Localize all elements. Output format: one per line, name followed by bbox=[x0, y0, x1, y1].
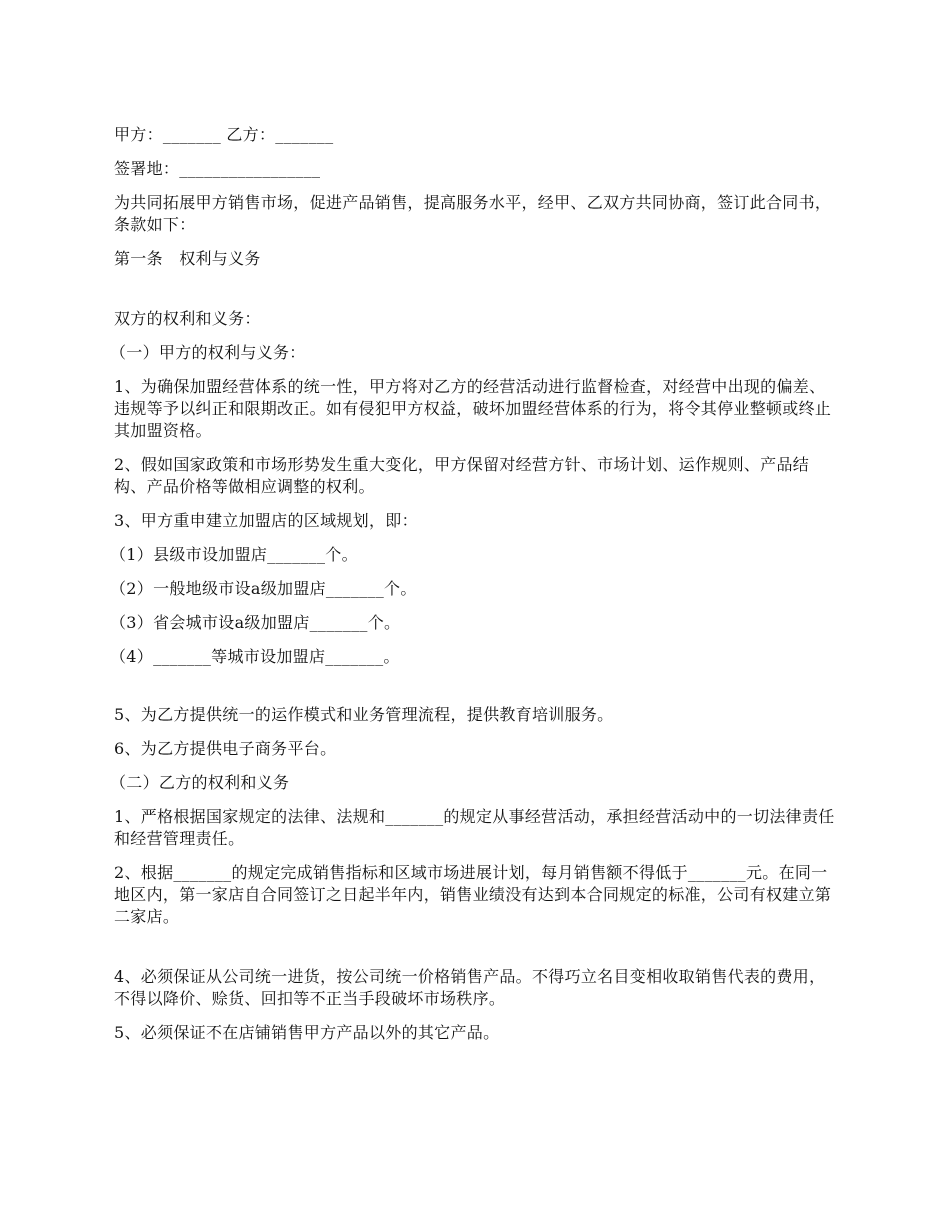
party-a-item-6: 6、为乙方提供电子商务平台。 bbox=[114, 739, 337, 758]
party-a-item-1: 1、为确保加盟经营体系的统一性，甲方将对乙方的经营活动进行监督检查，对经营中出现的偏差、违规等予以纠正和限期改正。如有侵犯甲方权益，破坏加盟经营体系的行为，将令其停业整顿或终止其加盟资格。 bbox=[114, 377, 832, 440]
party-a-subitem-2: （2）一般地级市设a级加盟店_______个。 bbox=[110, 579, 417, 598]
parties-line: 甲方：_______ 乙方：_______ bbox=[114, 125, 334, 144]
intro-paragraph: 为共同拓展甲方销售市场，促进产品销售，提高服务水平，经甲、乙双方共同协商，签订此合同书，条款如下： bbox=[114, 193, 832, 234]
article-1-title: 第一条 权利与义务 bbox=[114, 249, 261, 268]
party-a-subitem-1: （1）县级市设加盟店_______个。 bbox=[110, 545, 358, 564]
signing-place-line: 签署地：_________________ bbox=[114, 159, 321, 178]
party-a-subitem-3: （3）省会城市设a级加盟店_______个。 bbox=[110, 613, 401, 632]
spacer bbox=[114, 282, 840, 308]
party-b-item-4: 4、必须保证从公司统一进货，按公司统一价格销售产品。不得巧立名目变相收取销售代表的费用，不得以降价、赊货、回扣等不正当手段破坏市场秩序。 bbox=[114, 967, 826, 1008]
party-b-item-1: 1、严格根据国家规定的法律、法规和_______的规定从事经营活动，承担经营活动中的一切法律责任和经营管理责任。 bbox=[114, 807, 835, 848]
contract-document bbox=[110, 124, 840, 1056]
spacer bbox=[114, 940, 840, 966]
party-b-item-2: 2、根据_______的规定完成销售指标和区域市场进展计划，每月销售额不得低于_______元。在同一地区内，第一家店自合同签订之日起半年内，销售业绩没有达到本合同规定的标准，公司有权建立第二家店。 bbox=[114, 863, 832, 926]
party-b-item-5: 5、必须保证不在店铺销售甲方产品以外的其它产品。 bbox=[114, 1023, 500, 1042]
party-a-heading: （一）甲方的权利与义务： bbox=[110, 343, 306, 362]
spacer bbox=[114, 680, 840, 704]
party-a-item-3: 3、甲方重申建立加盟店的区域规划，即： bbox=[114, 511, 418, 530]
party-a-subitem-4: （4）_______等城市设加盟店_______。 bbox=[110, 647, 400, 666]
party-b-heading: （二）乙方的权利和义务 bbox=[110, 773, 290, 792]
party-a-item-5: 5、为乙方提供统一的运作模式和业务管理流程，提供教育培训服务。 bbox=[114, 705, 614, 724]
party-a-item-2: 2、假如国家政策和市场形势发生重大变化，甲方保留对经营方针、市场计划、运作规则、产品结构、产品价格等做相应调整的权利。 bbox=[114, 455, 810, 496]
rights-intro: 双方的权利和义务： bbox=[114, 309, 261, 328]
